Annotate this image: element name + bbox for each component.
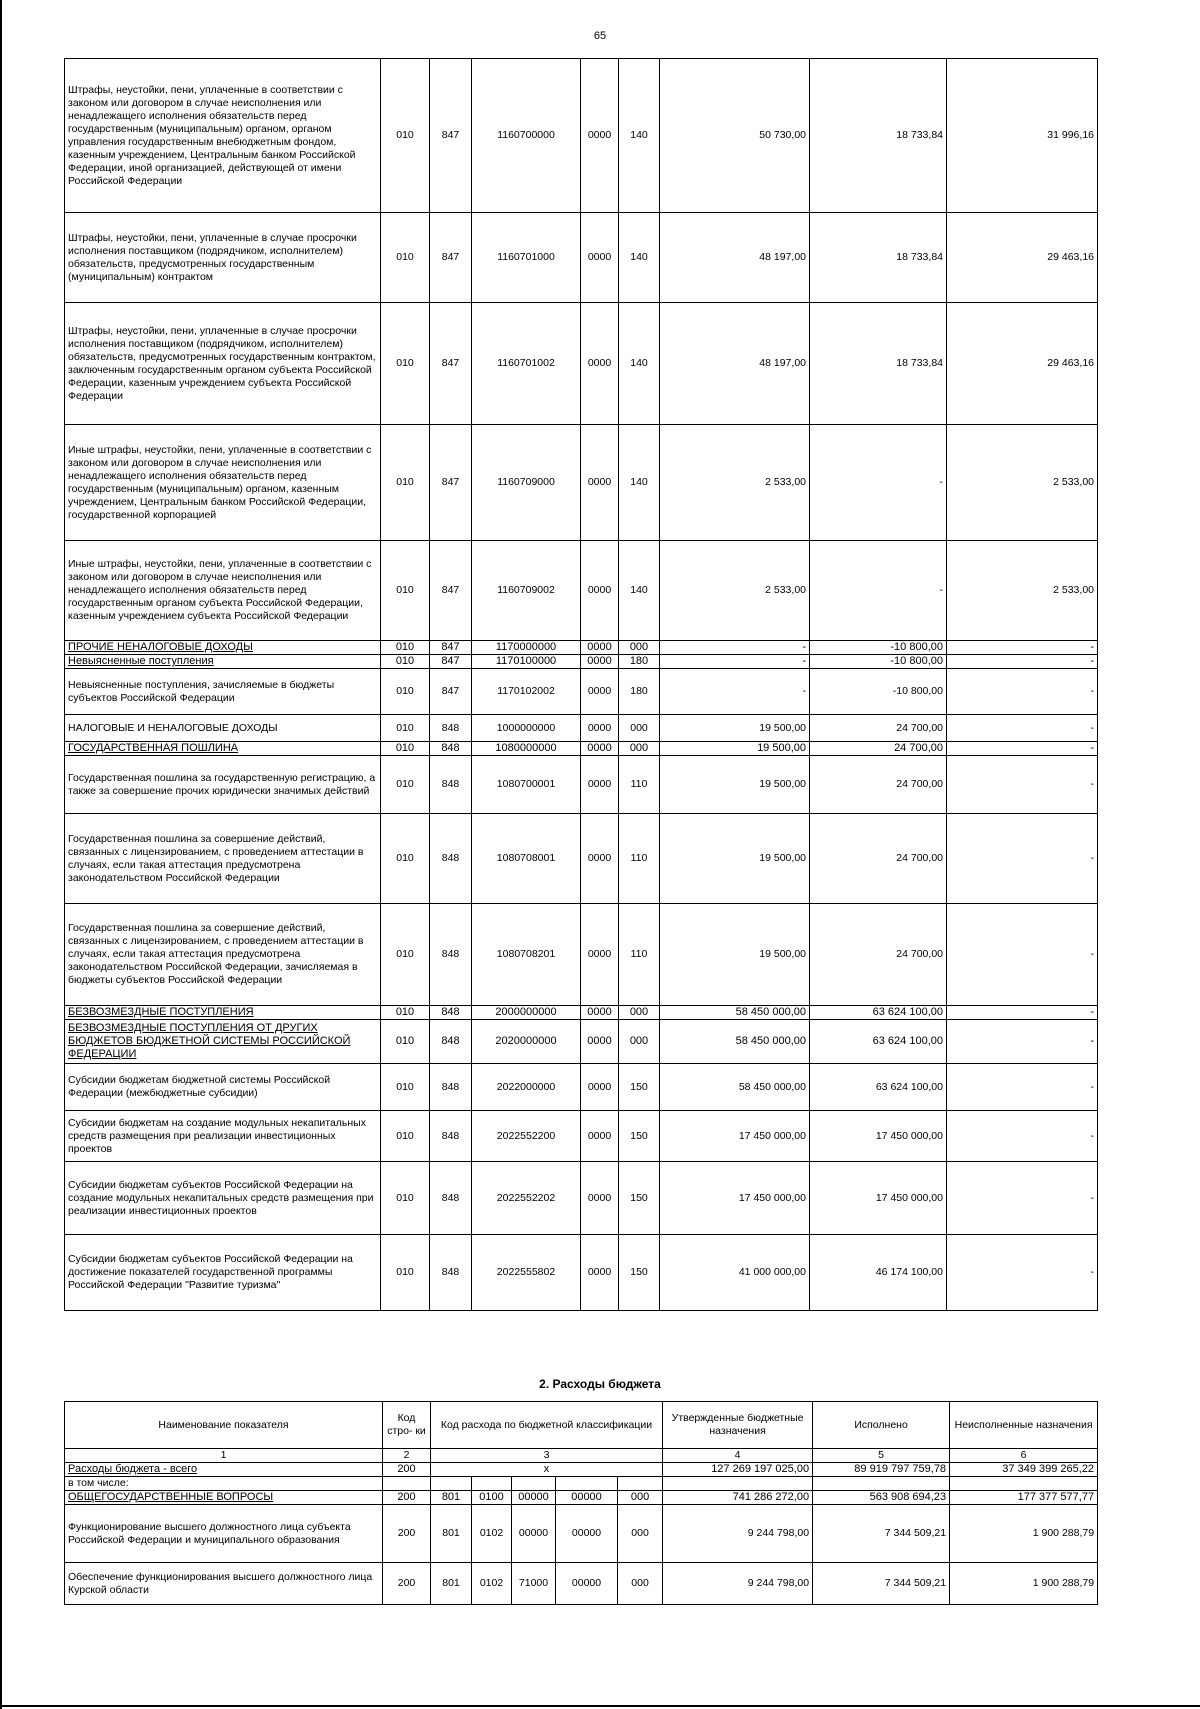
income-cell-prog: 0000 [581, 641, 619, 655]
expense-cell-unexecuted: 1 900 288,79 [950, 1563, 1098, 1605]
income-cell-approved: 2 533,00 [660, 425, 810, 541]
income-cell-approved: 19 500,00 [660, 904, 810, 1006]
expense-cell-line: 200 [383, 1505, 431, 1563]
expense-cell-c5: 000 [618, 1491, 663, 1505]
income-cell-prog: 0000 [581, 59, 619, 213]
income-cell-admin: 847 [430, 303, 472, 425]
income-cell-name: Субсидии бюджетам субъектов Российской Федерации на создание модульных некапитальных средств размещения при реализации инвестиционных проектов [65, 1162, 381, 1235]
income-cell-kind: 000 [619, 1020, 660, 1064]
expense-cell-c2: 0100 [472, 1491, 512, 1505]
income-cell-code: 1170102002 [472, 669, 581, 715]
income-row [65, 1006, 1098, 1020]
section-title: 2. Расходы бюджета [539, 1377, 661, 1391]
income-row [65, 756, 1098, 814]
expense-cell-line: 200 [383, 1491, 431, 1505]
header-row [65, 1402, 1098, 1449]
income-cell-code: 1160700000 [472, 59, 581, 213]
income-row [65, 425, 1098, 541]
page-number: 65 [593, 30, 607, 42]
income-cell-executed: 24 700,00 [810, 715, 947, 742]
income-cell-approved: 58 450 000,00 [660, 1020, 810, 1064]
income-cell-approved: - [660, 655, 810, 669]
total-line: 200 [383, 1463, 431, 1477]
income-cell-prog: 0000 [581, 814, 619, 904]
income-cell-admin: 848 [430, 1162, 472, 1235]
expense-row [65, 1491, 1098, 1505]
income-cell-code: 1080000000 [472, 742, 581, 756]
income-row [65, 742, 1098, 756]
income-cell-line: 010 [381, 669, 430, 715]
expense-cell-name: Функционирование высшего должностного лица субъекта Российской Федерации и муниципального образования [65, 1505, 383, 1563]
income-cell-unexecuted: - [947, 1162, 1098, 1235]
income-cell-approved: - [660, 641, 810, 655]
expense-cell-c4: 00000 [556, 1505, 618, 1563]
expense-row [65, 1563, 1098, 1605]
expense-cell-name: Обеспечение функционирования высшего должностного лица Курской области [65, 1563, 383, 1605]
income-cell-unexecuted: - [947, 756, 1098, 814]
income-row [65, 1111, 1098, 1162]
income-row [65, 1162, 1098, 1235]
income-row [65, 1064, 1098, 1111]
income-cell-unexecuted: 2 533,00 [947, 541, 1098, 641]
income-cell-line: 010 [381, 213, 430, 303]
income-cell-approved: 2 533,00 [660, 541, 810, 641]
income-cell-name: Субсидии бюджетам на создание модульных некапитальных средств размещения при реализации инвестиционных проектов [65, 1111, 381, 1162]
income-cell-code: 2020000000 [472, 1020, 581, 1064]
expense-cell-approved: 741 286 272,00 [663, 1491, 813, 1505]
income-cell-kind: 150 [619, 1235, 660, 1311]
income-cell-kind: 150 [619, 1064, 660, 1111]
income-cell-approved: 19 500,00 [660, 715, 810, 742]
income-cell-line: 010 [381, 425, 430, 541]
expense-cell-c1: 801 [431, 1563, 472, 1605]
income-cell-code: 2000000000 [472, 1006, 581, 1020]
expense-cell-c2: 0102 [472, 1505, 512, 1563]
income-cell-line: 010 [381, 541, 430, 641]
income-cell-approved: 48 197,00 [660, 213, 810, 303]
income-table [64, 58, 1098, 1311]
income-cell-admin: 847 [430, 541, 472, 641]
income-cell-unexecuted: - [947, 1235, 1098, 1311]
col-number: 6 [950, 1449, 1098, 1463]
income-cell-line: 010 [381, 742, 430, 756]
left-border-line [0, 0, 2, 1709]
income-cell-executed: 24 700,00 [810, 756, 947, 814]
income-cell-name: Иные штрафы, неустойки, пени, уплаченные в соответствии с законом или договором в случае неисполнения или ненадлежащего исполнения обязательств перед государственным органом субъекта Российской Федерации, казенным учреждением субъекта Российской Федерации [65, 541, 381, 641]
income-cell-kind: 150 [619, 1111, 660, 1162]
income-cell-code: 2022552202 [472, 1162, 581, 1235]
income-cell-line: 010 [381, 715, 430, 742]
income-cell-prog: 0000 [581, 1235, 619, 1311]
income-cell-admin: 848 [430, 1006, 472, 1020]
income-cell-unexecuted: - [947, 669, 1098, 715]
income-cell-admin: 847 [430, 655, 472, 669]
income-cell-prog: 0000 [581, 425, 619, 541]
income-cell-prog: 0000 [581, 742, 619, 756]
income-cell-prog: 0000 [581, 303, 619, 425]
income-cell-executed: 63 624 100,00 [810, 1020, 947, 1064]
income-cell-name: Штрафы, неустойки, пени, уплаченные в случае просрочки исполнения поставщиком (подрядчиком, исполнителем) обязательств, предусмотренных государственным (муниципальным) контрактом [65, 213, 381, 303]
income-cell-admin: 848 [430, 1111, 472, 1162]
expense-cell-c3: 00000 [512, 1505, 556, 1563]
expense-cell-line: 200 [383, 1563, 431, 1605]
income-cell-unexecuted: - [947, 1006, 1098, 1020]
income-cell-kind: 110 [619, 904, 660, 1006]
income-cell-kind: 110 [619, 756, 660, 814]
total-row [65, 1463, 1098, 1477]
header-approved: Утвержденные бюджетные назначения [663, 1402, 813, 1449]
income-cell-line: 010 [381, 904, 430, 1006]
income-cell-code: 1160701000 [472, 213, 581, 303]
income-cell-executed: 17 450 000,00 [810, 1162, 947, 1235]
income-cell-code: 1080700001 [472, 756, 581, 814]
income-cell-admin: 848 [430, 904, 472, 1006]
income-cell-approved: 17 450 000,00 [660, 1162, 810, 1235]
income-cell-kind: 140 [619, 59, 660, 213]
income-cell-line: 010 [381, 641, 430, 655]
income-cell-executed: 17 450 000,00 [810, 1111, 947, 1162]
income-cell-approved: 58 450 000,00 [660, 1006, 810, 1020]
income-cell-prog: 0000 [581, 904, 619, 1006]
income-cell-name: Штрафы, неустойки, пени, уплаченные в случае просрочки исполнения поставщиком (подрядчиком, исполнителем) обязательств, предусмотренных государственным контрактом, заключенным государственным органом субъекта Российской Федерации, казенным учреждением субъекта Российской Федерации [65, 303, 381, 425]
income-cell-line: 010 [381, 756, 430, 814]
income-cell-admin: 848 [430, 715, 472, 742]
income-cell-unexecuted: - [947, 715, 1098, 742]
income-cell-kind: 150 [619, 1162, 660, 1235]
income-cell-unexecuted: - [947, 655, 1098, 669]
income-row [65, 541, 1098, 641]
income-cell-name: Иные штрафы, неустойки, пени, уплаченные в соответствии с законом или договором в случае неисполнения или ненадлежащего исполнения обязательств перед государственным (муниципальным) органом, казенным учреждением, Центральным банком Российской Федерации, государственной корпорацией [65, 425, 381, 541]
income-cell-approved: 19 500,00 [660, 756, 810, 814]
income-cell-name: Субсидии бюджетам субъектов Российской Федерации на достижение показателей государственной программы Российской Федерации "Развитие туризма" [65, 1235, 381, 1311]
income-cell-code: 1160709000 [472, 425, 581, 541]
header-name: Наименование показателя [65, 1402, 383, 1449]
income-cell-unexecuted: - [947, 1020, 1098, 1064]
income-cell-admin: 848 [430, 742, 472, 756]
income-cell-admin: 847 [430, 213, 472, 303]
income-cell-prog: 0000 [581, 1111, 619, 1162]
income-row [65, 715, 1098, 742]
income-cell-line: 010 [381, 1162, 430, 1235]
col-number: 3 [431, 1449, 663, 1463]
expense-cell-c5: 000 [618, 1563, 663, 1605]
total-code: x [431, 1463, 663, 1477]
total-name: Расходы бюджета - всего [65, 1463, 383, 1477]
income-cell-code: 1170100000 [472, 655, 581, 669]
income-cell-line: 010 [381, 1020, 430, 1064]
income-cell-executed: -10 800,00 [810, 669, 947, 715]
income-cell-line: 010 [381, 59, 430, 213]
income-cell-executed: 24 700,00 [810, 742, 947, 756]
expense-cell-executed: 563 908 694,23 [813, 1491, 950, 1505]
income-row [65, 655, 1098, 669]
income-cell-prog: 0000 [581, 756, 619, 814]
income-cell-name: Государственная пошлина за совершение действий, связанных с лицензированием, с проведением аттестации в случаях, если такая аттестация предусмотрена законодательством Российской Федерации, зачисляемая в бюджеты субъектов Российской Федерации [65, 904, 381, 1006]
income-cell-kind: 000 [619, 742, 660, 756]
income-cell-line: 010 [381, 1111, 430, 1162]
income-cell-executed: -10 800,00 [810, 641, 947, 655]
total-approved: 127 269 197 025,00 [663, 1463, 813, 1477]
income-cell-line: 010 [381, 1235, 430, 1311]
expense-cell-c1: 801 [431, 1505, 472, 1563]
expense-cell-approved: 9 244 798,00 [663, 1563, 813, 1605]
income-cell-approved: - [660, 669, 810, 715]
income-row [65, 669, 1098, 715]
income-cell-prog: 0000 [581, 1162, 619, 1235]
including-label: в том числе: [65, 1477, 383, 1491]
income-row [65, 1020, 1098, 1064]
income-cell-unexecuted: - [947, 814, 1098, 904]
income-cell-code: 1160701002 [472, 303, 581, 425]
expense-cell-executed: 7 344 509,21 [813, 1563, 950, 1605]
income-cell-name: Государственная пошлина за совершение действий, связанных с лицензированием, с проведением аттестации в случаях, если такая аттестация предусмотрена законодательством Российской Федерации [65, 814, 381, 904]
income-cell-prog: 0000 [581, 669, 619, 715]
income-cell-code: 1000000000 [472, 715, 581, 742]
income-cell-unexecuted: - [947, 904, 1098, 1006]
income-row [65, 1235, 1098, 1311]
income-cell-kind: 140 [619, 303, 660, 425]
income-cell-name: Субсидии бюджетам бюджетной системы Российской Федерации (межбюджетные субсидии) [65, 1064, 381, 1111]
income-cell-executed: -10 800,00 [810, 655, 947, 669]
income-cell-name: ГОСУДАРСТВЕННАЯ ПОШЛИНА [65, 742, 381, 756]
income-cell-name: Штрафы, неустойки, пени, уплаченные в соответствии с законом или договором в случае неисполнения или ненадлежащего исполнения обязательств перед государственным (муниципальным) органом, органом управления государственным внебюджетным фондом, казенным учреждением, Центральным банком Российской Федерации, иной организацией, действующей от имени Российской Федерации [65, 59, 381, 213]
income-row [65, 904, 1098, 1006]
income-cell-kind: 000 [619, 1006, 660, 1020]
income-cell-executed: 63 624 100,00 [810, 1006, 947, 1020]
income-cell-code: 2022000000 [472, 1064, 581, 1111]
expense-cell-unexecuted: 1 900 288,79 [950, 1505, 1098, 1563]
income-cell-prog: 0000 [581, 1064, 619, 1111]
income-cell-admin: 848 [430, 1020, 472, 1064]
income-cell-kind: 000 [619, 641, 660, 655]
income-cell-admin: 848 [430, 814, 472, 904]
income-cell-name: БЕЗВОЗМЕЗДНЫЕ ПОСТУПЛЕНИЯ ОТ ДРУГИХ БЮДЖЕТОВ БЮДЖЕТНОЙ СИСТЕМЫ РОССИЙСКОЙ ФЕДЕРАЦИИ [65, 1020, 381, 1064]
income-cell-executed: 18 733,84 [810, 303, 947, 425]
expense-cell-c3: 71000 [512, 1563, 556, 1605]
income-cell-executed: 24 700,00 [810, 904, 947, 1006]
income-cell-approved: 50 730,00 [660, 59, 810, 213]
total-unexecuted: 37 349 399 265,22 [950, 1463, 1098, 1477]
income-cell-kind: 000 [619, 715, 660, 742]
income-cell-kind: 140 [619, 213, 660, 303]
income-cell-approved: 58 450 000,00 [660, 1064, 810, 1111]
income-cell-line: 010 [381, 814, 430, 904]
expense-cell-unexecuted: 177 377 577,77 [950, 1491, 1098, 1505]
income-cell-executed: 18 733,84 [810, 213, 947, 303]
income-cell-admin: 847 [430, 669, 472, 715]
income-cell-unexecuted: 29 463,16 [947, 303, 1098, 425]
income-cell-name: БЕЗВОЗМЕЗДНЫЕ ПОСТУПЛЕНИЯ [65, 1006, 381, 1020]
income-cell-line: 010 [381, 1064, 430, 1111]
income-cell-admin: 847 [430, 59, 472, 213]
income-cell-name: Невыясненные поступления [65, 655, 381, 669]
expense-cell-c1: 801 [431, 1491, 472, 1505]
income-cell-code: 1080708001 [472, 814, 581, 904]
income-cell-admin: 847 [430, 641, 472, 655]
income-cell-approved: 17 450 000,00 [660, 1111, 810, 1162]
income-cell-executed: 24 700,00 [810, 814, 947, 904]
income-cell-code: 2022552200 [472, 1111, 581, 1162]
income-cell-admin: 848 [430, 756, 472, 814]
col-number: 1 [65, 1449, 383, 1463]
income-cell-prog: 0000 [581, 655, 619, 669]
header-executed: Исполнено [813, 1402, 950, 1449]
header-class-code: Код расхода по бюджетной классификации [431, 1402, 663, 1449]
income-cell-kind: 180 [619, 655, 660, 669]
income-cell-approved: 48 197,00 [660, 303, 810, 425]
expense-row [65, 1505, 1098, 1563]
income-cell-unexecuted: - [947, 1111, 1098, 1162]
income-cell-approved: 19 500,00 [660, 814, 810, 904]
income-cell-executed: 46 174 100,00 [810, 1235, 947, 1311]
income-row [65, 213, 1098, 303]
column-number-row [65, 1449, 1098, 1463]
income-cell-kind: 180 [619, 669, 660, 715]
expense-cell-name: ОБЩЕГОСУДАРСТВЕННЫЕ ВОПРОСЫ [65, 1491, 383, 1505]
income-cell-code: 1160709002 [472, 541, 581, 641]
income-cell-prog: 0000 [581, 541, 619, 641]
expense-table [64, 1401, 1098, 1605]
income-cell-admin: 847 [430, 425, 472, 541]
expense-cell-approved: 9 244 798,00 [663, 1505, 813, 1563]
income-cell-unexecuted: - [947, 742, 1098, 756]
income-cell-executed: - [810, 541, 947, 641]
income-cell-kind: 140 [619, 425, 660, 541]
income-cell-unexecuted: - [947, 641, 1098, 655]
income-cell-executed: 18 733,84 [810, 59, 947, 213]
income-cell-admin: 848 [430, 1064, 472, 1111]
including-row [65, 1477, 1098, 1491]
income-cell-prog: 0000 [581, 715, 619, 742]
income-cell-prog: 0000 [581, 213, 619, 303]
income-cell-executed: - [810, 425, 947, 541]
income-cell-code: 2022555802 [472, 1235, 581, 1311]
income-cell-unexecuted: 31 996,16 [947, 59, 1098, 213]
income-cell-prog: 0000 [581, 1006, 619, 1020]
income-row [65, 814, 1098, 904]
total-executed: 89 919 797 759,78 [813, 1463, 950, 1477]
income-cell-line: 010 [381, 1006, 430, 1020]
expense-cell-c4: 00000 [556, 1563, 618, 1605]
income-cell-unexecuted: - [947, 1064, 1098, 1111]
income-cell-approved: 19 500,00 [660, 742, 810, 756]
income-row [65, 59, 1098, 213]
col-number: 4 [663, 1449, 813, 1463]
income-cell-unexecuted: 2 533,00 [947, 425, 1098, 541]
expense-cell-c5: 000 [618, 1505, 663, 1563]
income-row [65, 303, 1098, 425]
income-cell-prog: 0000 [581, 1020, 619, 1064]
income-cell-executed: 63 624 100,00 [810, 1064, 947, 1111]
expense-cell-c3: 00000 [512, 1491, 556, 1505]
income-cell-kind: 110 [619, 814, 660, 904]
income-cell-code: 1080708201 [472, 904, 581, 1006]
income-cell-unexecuted: 29 463,16 [947, 213, 1098, 303]
income-cell-line: 010 [381, 303, 430, 425]
header-unexecuted: Неисполненные назначения [950, 1402, 1098, 1449]
income-cell-name: Невыясненные поступления, зачисляемые в бюджеты субъектов Российской Федерации [65, 669, 381, 715]
bottom-border-line [0, 1705, 1200, 1707]
expense-cell-c2: 0102 [472, 1563, 512, 1605]
income-cell-name: ПРОЧИЕ НЕНАЛОГОВЫЕ ДОХОДЫ [65, 641, 381, 655]
expense-cell-executed: 7 344 509,21 [813, 1505, 950, 1563]
income-cell-name: Государственная пошлина за государственную регистрацию, а также за совершение прочих юридически значимых действий [65, 756, 381, 814]
income-cell-admin: 848 [430, 1235, 472, 1311]
expense-cell-c4: 00000 [556, 1491, 618, 1505]
col-number: 5 [813, 1449, 950, 1463]
income-cell-name: НАЛОГОВЫЕ И НЕНАЛОГОВЫЕ ДОХОДЫ [65, 715, 381, 742]
income-cell-code: 1170000000 [472, 641, 581, 655]
income-cell-approved: 41 000 000,00 [660, 1235, 810, 1311]
income-cell-kind: 140 [619, 541, 660, 641]
income-row [65, 641, 1098, 655]
income-cell-line: 010 [381, 655, 430, 669]
col-number: 2 [383, 1449, 431, 1463]
header-line-code: Код стро- ки [383, 1402, 431, 1449]
